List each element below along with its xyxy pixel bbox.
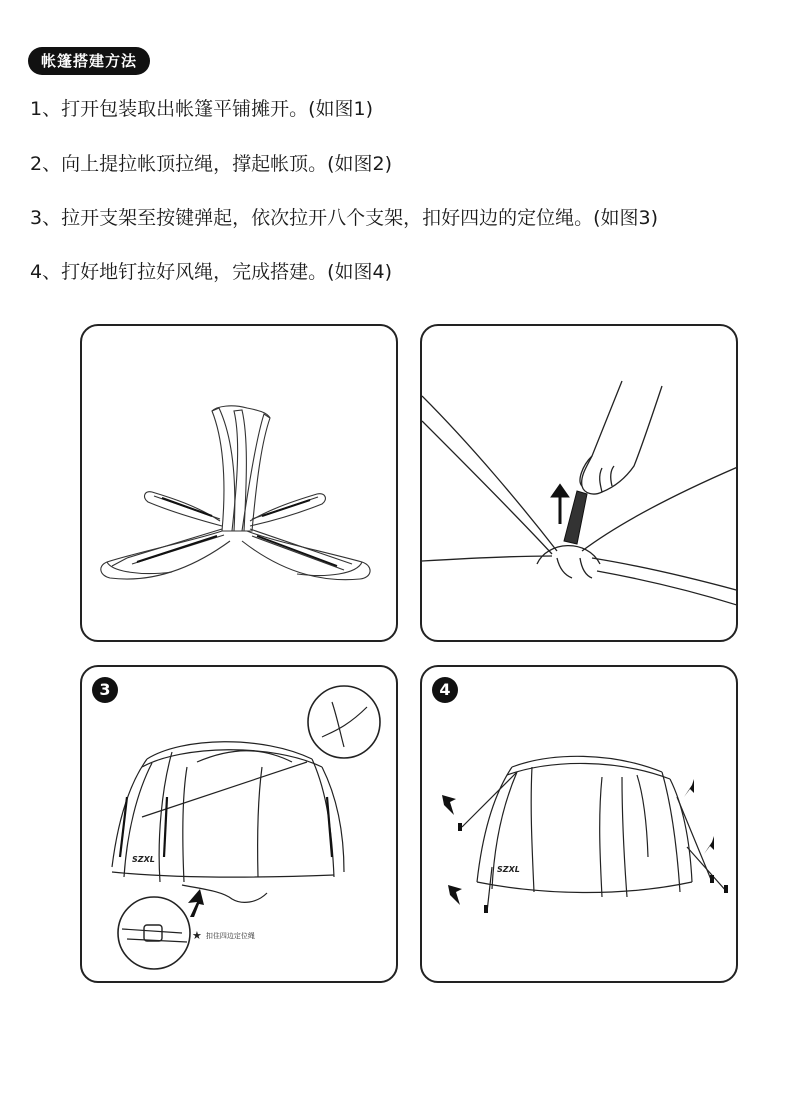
folded-tent-illustration (82, 326, 398, 642)
figure-3-panel (80, 665, 398, 983)
figure-1-panel (80, 324, 398, 642)
clip-note (192, 929, 255, 942)
pull-top-illustration (422, 326, 738, 642)
star-icon: ★ (192, 929, 202, 942)
clip-note-text: 扣住四边定位绳 (205, 932, 255, 940)
step-4: 4、打好地钉拉好风绳，完成搭建。(如图4) (30, 261, 393, 283)
figure-4-panel (420, 665, 738, 983)
figure-number-badge: 4 (432, 677, 458, 703)
figure-2-panel (420, 324, 738, 642)
figure-number-badge: 3 (92, 677, 118, 703)
step-2: 2、向上提拉帐顶拉绳，撑起帐顶。(如图2) (30, 153, 393, 175)
brand-logo: SZXL (497, 865, 520, 874)
section-title: 帐篷搭建方法 (28, 47, 150, 75)
step-1: 1、打开包装取出帐篷平铺摊开。(如图1) (30, 98, 374, 120)
completed-tent-illustration (422, 667, 738, 983)
step-3: 3、拉开支架至按键弹起，依次拉开八个支架，扣好四边的定位绳。(如图3) (30, 207, 659, 229)
brand-logo: SZXL (132, 855, 155, 864)
